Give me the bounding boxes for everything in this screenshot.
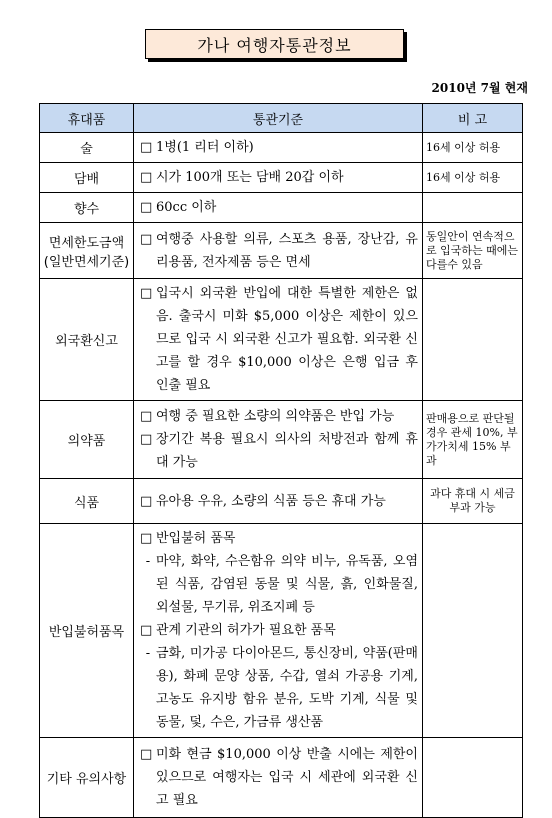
square-bullet-icon: □ [140,432,153,447]
square-bullet-icon: □ [140,231,153,247]
row-category: 담배 [40,163,134,193]
row-criteria: □ 여행중 사용할 의류, 스포츠 용품, 장난감, 유리용품, 전자제품 등은 면세 [134,223,423,279]
category-line: (일반면세기준) [43,254,130,270]
row-note [423,279,523,401]
table-row [40,401,523,479]
row-criteria: □ 입국시 외국환 반입에 대한 특별한 제한은 없음. 출국시 미화 $5,000 이상은 제한이 있으므로 입국 시 외국환 신고가 필요함. 외국환 신고를 할 경우 $10,000 이상은 은행 입금 후 인출 필요 [134,279,423,401]
dash-bullet-icon: - [145,554,151,569]
table-row [40,738,523,818]
row-category: 식품 [40,479,134,524]
row-criteria: □ 유아용 우유, 소량의 식품 등은 휴대 가능 [134,479,423,524]
as-of-date: 2010년 7월 현재 [431,81,528,95]
row-note: 16세 이상 허용 [423,163,523,193]
category-line: 면세한도금액 [48,235,125,251]
table-row [40,163,523,193]
row-category: 반입불허품목 [40,524,134,738]
row-category: 술 [40,133,134,163]
table-row [40,524,523,738]
page-title-text: 가나 여행자통관정보 [197,35,352,55]
table-row [40,193,523,223]
square-bullet-icon: □ [140,200,153,215]
customs-table [39,103,523,818]
row-note: 16세 이상 허용 [423,133,523,163]
row-note: 과다 휴대 시 세금 부과 가능 [423,479,523,524]
row-category: 향수 [40,193,134,223]
table-row [40,223,523,279]
row-category: 의약품 [40,401,134,479]
square-bullet-icon: □ [140,140,153,155]
row-note: 동일안이 연속적으로 입국하는 때에는 다를수 있음 [423,223,523,279]
row-note [423,738,523,818]
table-header-row [40,104,523,133]
page-title [145,29,404,59]
header-item: 휴대품 [40,104,134,133]
row-criteria: □ 시가 100개 또는 담배 20갑 이하 [134,163,423,193]
table-row [40,479,523,524]
row-category [40,223,134,279]
row-note [423,524,523,738]
header-note: 비 고 [423,104,523,133]
row-category: 외국환신고 [40,279,134,401]
row-note [423,193,523,223]
header-criteria: 통관기준 [134,104,423,133]
row-criteria: □ 반입불허 품목 - 마약, 화약, 수은함유 의약 비누, 유독품, 오염된 식품, 감염된 동물 및 식물, 흙, 인화물질, 외설물, 무기류, 위조지폐 등 □ 관계 기관의 허가가 필요한 품목 - 금화, 미가공 다이아몬드, 통신장비, 약품(판매용), 화폐 문양 상품, 수갑, 열쇠 가공용 기계, 고농도 유지방 함유 분유, 도박 기계, 식물 및 동물, 덫, 수은, 가금류 생산품 [134,524,423,738]
table-row [40,133,523,163]
square-bullet-icon: □ [140,747,153,762]
square-bullet-icon: □ [140,493,153,509]
row-criteria: □ 미화 현금 $10,000 이상 반출 시에는 제한이 있으므로 여행자는 입국 시 세관에 외국환 신고 필요 [134,738,423,818]
row-category: 기타 유의사항 [40,738,134,818]
row-criteria: □ 여행 중 필요한 소량의 의약품은 반입 가능 □ 장기간 복용 필요시 의사의 처방전과 함께 휴대 가능 [134,401,423,479]
square-bullet-icon: □ [140,286,153,301]
square-bullet-icon: □ [140,409,153,424]
row-note: 판매용으로 판단될 경우 관세 10%, 부가가치세 15% 부과 [423,401,523,479]
square-bullet-icon: □ [140,531,153,546]
row-criteria: □ 60cc 이하 [134,193,423,223]
dash-bullet-icon: - [145,646,151,661]
square-bullet-icon: □ [140,170,153,185]
square-bullet-icon: □ [140,623,153,638]
row-criteria: □ 1병(1 리터 이하) [134,133,423,163]
table-row [40,279,523,401]
